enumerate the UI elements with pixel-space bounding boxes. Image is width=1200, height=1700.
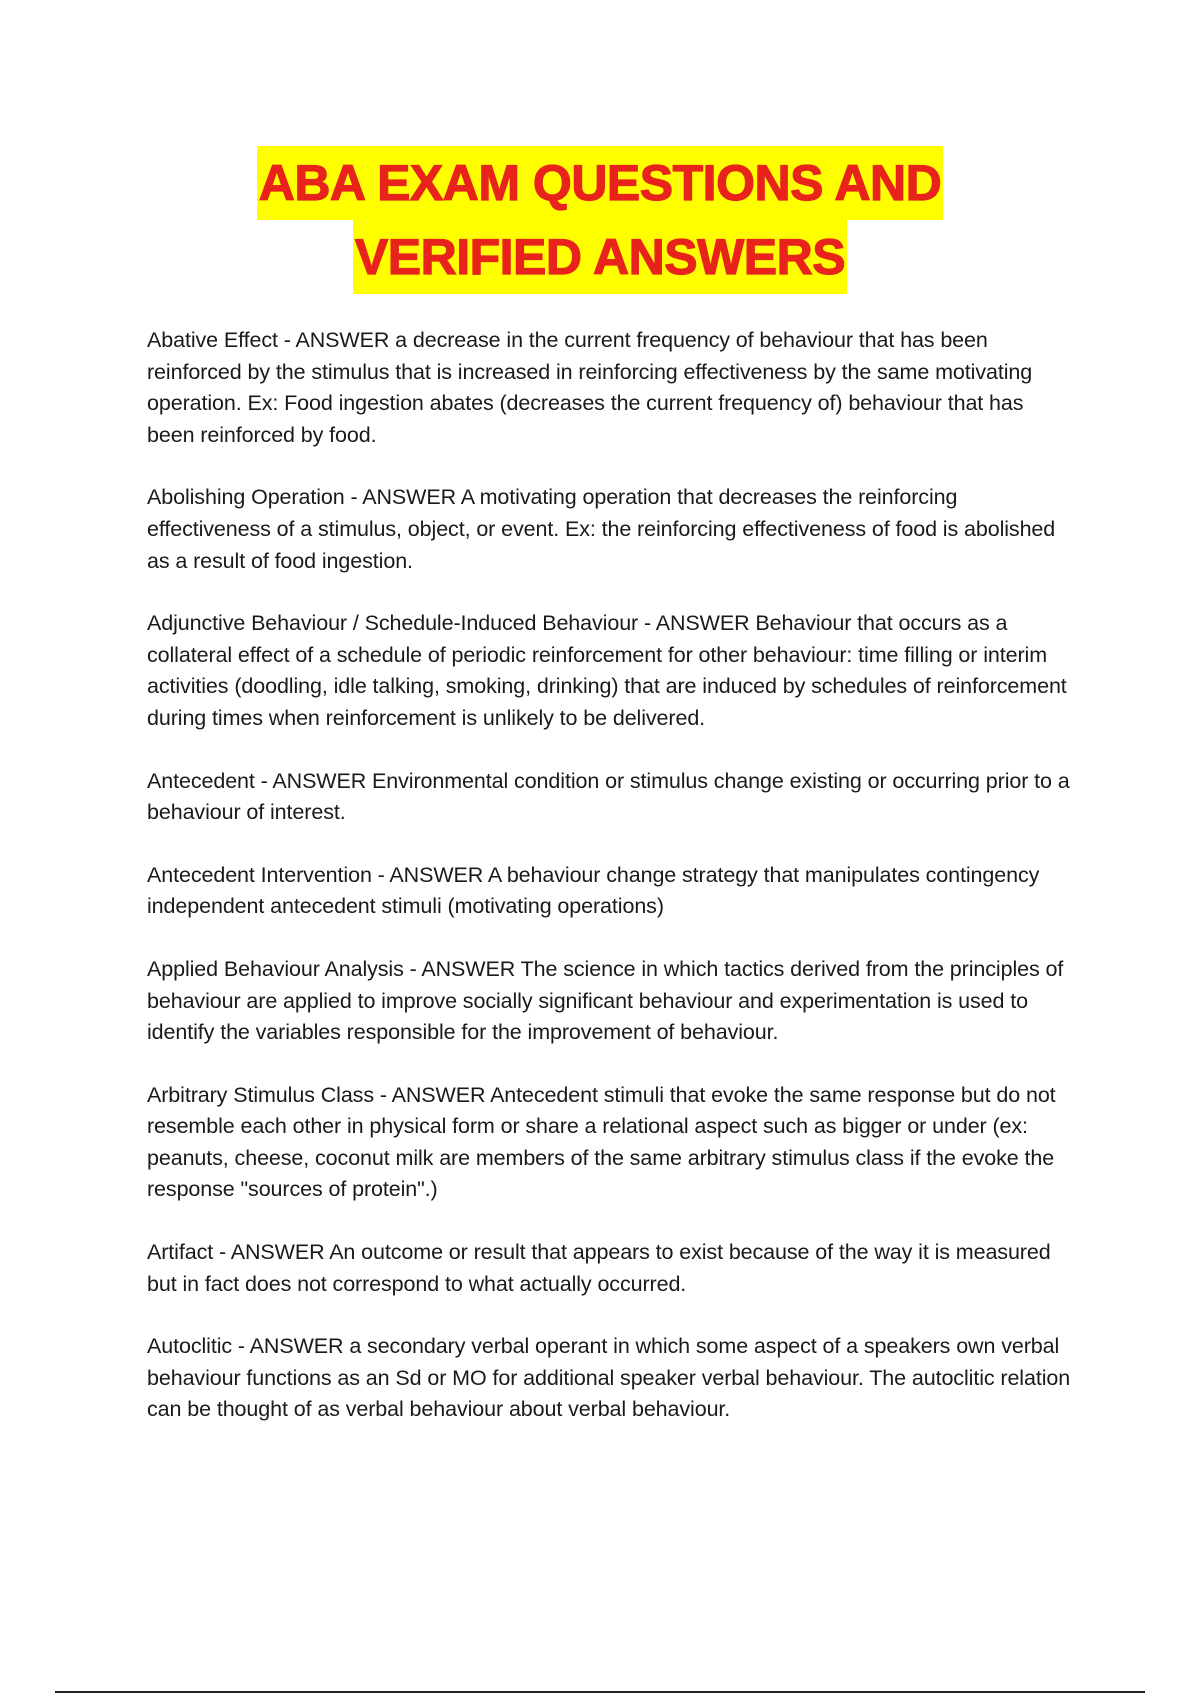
entry-separator: - ANSWER <box>254 768 373 793</box>
entry-separator: - ANSWER <box>371 862 488 887</box>
glossary-entry <box>147 1237 1072 1300</box>
entry-definition: a secondary verbal operant in which some aspect of a speakers own verbal behaviour functions as an Sd or MO for additional speaker verbal behaviour. The autoclitic relation can be thought of as verbal behaviour about verbal behaviour. <box>147 1334 1071 1422</box>
entry-term: Abative Effect <box>147 328 278 352</box>
entry-separator: - ANSWER <box>344 485 461 510</box>
glossary-entry <box>147 608 1072 734</box>
entry-term: Antecedent <box>147 768 255 793</box>
entry-definition: A behaviour change strategy that manipulates contingency independent antecedent stimuli (motivating operations) <box>147 862 1040 919</box>
glossary-entry <box>147 954 1072 1049</box>
entry-separator: - ANSWER <box>373 1082 491 1107</box>
entry-separator: - ANSWER <box>403 956 521 981</box>
title-line-2: VERIFIED ANSWERS <box>353 220 847 294</box>
entry-definition: The science in which tactics derived from the principles of behaviour are applied to improve socially significant behaviour and experimentation is used to identify the variables responsible for the improvement of behaviour. <box>147 956 1064 1045</box>
entry-separator: - ANSWER <box>638 611 756 636</box>
entry-term: Autoclitic <box>147 1334 233 1359</box>
entry-term: Applied Behaviour Analysis <box>147 956 404 981</box>
glossary-entries <box>147 325 1072 1457</box>
title-line-1: ABA EXAM QUESTIONS AND <box>257 146 944 220</box>
entry-definition: Antecedent stimuli that evoke the same response but do not resemble each other in physical form or share a relational aspect such as bigger or under (ex: peanuts, cheese, coconut milk are members of the same arbitrary stimulus class if the evoke the response "sources of protein".) <box>147 1082 1056 1202</box>
entry-definition: Environmental condition or stimulus change existing or occurring prior to a behaviour of interest. <box>147 768 1070 825</box>
entry-definition: Behaviour that occurs as a collateral effect of a schedule of periodic reinforcement for other behaviour: time filling or interim activities (doodling, idle talking, smoking, drinking) that are induced by schedules of reinforcement during times when reinforcement is unlikely to be delivered. <box>147 611 1067 730</box>
entry-separator: - ANSWER <box>232 1334 350 1359</box>
glossary-entry <box>147 860 1072 923</box>
glossary-entry <box>147 766 1072 829</box>
entry-definition: An outcome or result that appears to exist because of the way it is measured but in fact does not correspond to what actually occurred. <box>147 1240 1051 1296</box>
glossary-entry <box>147 482 1072 577</box>
entry-definition: a decrease in the current frequency of behaviour that has been reinforced by the stimulus that is increased in reinforcing effectiveness by the same motivating operation. Ex: Food ingestion abates (decreases the current frequency of) behaviour that has been reinforced by food. <box>147 328 1033 447</box>
entry-separator: - ANSWER <box>213 1240 330 1265</box>
glossary-entry <box>147 1331 1072 1426</box>
entry-term: Arbitrary Stimulus Class <box>147 1082 374 1107</box>
glossary-entry <box>147 325 1072 451</box>
entry-term: Adjunctive Behaviour / Schedule-Induced Behaviour <box>147 611 639 636</box>
document-title <box>0 146 1200 294</box>
entry-term: Antecedent Intervention <box>147 862 372 887</box>
glossary-entry <box>147 1080 1072 1206</box>
entry-term: Abolishing Operation <box>147 485 345 510</box>
bottom-divider <box>55 1691 1145 1693</box>
entry-definition: A motivating operation that decreases the reinforcing effectiveness of a stimulus, object, or event. Ex: the reinforcing effectiveness of food is abolished as a result of food ingestion. <box>147 485 1056 573</box>
entry-separator: - ANSWER <box>277 328 396 352</box>
entry-term: Artifact <box>147 1240 214 1265</box>
